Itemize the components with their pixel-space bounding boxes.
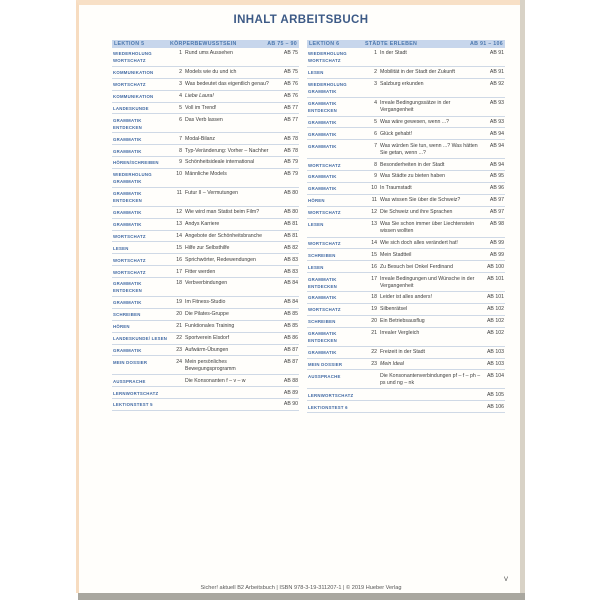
- row-number: 6: [179, 116, 182, 123]
- row-title: Aufwärm-Übungen: [185, 346, 229, 353]
- row-title: Mein Ideal: [380, 360, 404, 367]
- row-category: WORTSCHATZ: [308, 162, 341, 168]
- toc-row: [112, 356, 299, 375]
- row-number: 19: [176, 299, 182, 306]
- row-number: 7: [374, 142, 377, 149]
- row-category: LESEN: [113, 245, 129, 251]
- row-number: 18: [371, 294, 377, 301]
- row-page: AB 87: [283, 358, 298, 365]
- row-category: MEIN DOSSIER: [113, 359, 148, 365]
- row-number: 3: [179, 81, 182, 88]
- row-title: Wie wird man Statist beim Film?: [185, 209, 260, 216]
- row-category: GRAMMATIK ENTDECKEN: [113, 191, 142, 204]
- row-number: 11: [176, 190, 182, 197]
- row-number: 21: [371, 330, 377, 337]
- row-number: 10: [371, 185, 377, 192]
- row-title: In Traumstadt: [380, 185, 412, 192]
- toc-row: [112, 79, 299, 91]
- row-number: 5: [374, 118, 377, 125]
- row-title: In der Stadt: [380, 50, 407, 57]
- row-category: GRAMMATIK ENTDECKEN: [308, 331, 337, 344]
- row-category: WORTSCHATZ: [308, 307, 341, 313]
- toc-row: [307, 48, 505, 67]
- row-number: 22: [371, 349, 377, 355]
- row-number: 23: [371, 360, 377, 367]
- row-page: AB 84: [283, 280, 298, 287]
- row-title: Angebote der Schönheitsbranche: [185, 232, 263, 239]
- page-shadow-right: [520, 0, 525, 598]
- row-page: AB 106: [486, 403, 504, 410]
- row-page: AB 77: [283, 104, 298, 111]
- toc-row: [112, 297, 299, 309]
- row-category: LANDESKUNDE/ LESEN: [113, 336, 168, 341]
- row-number: 8: [179, 147, 182, 154]
- row-number: 16: [176, 256, 182, 263]
- toc-row: [112, 254, 299, 266]
- row-number: 9: [179, 159, 182, 166]
- row-number: 21: [176, 323, 182, 330]
- row-title: Was bedeutet das eigentlich genau?: [185, 81, 269, 88]
- row-category: LESEN: [308, 264, 324, 270]
- toc-row: [307, 261, 505, 273]
- toc-row: [112, 103, 299, 115]
- row-number: 23: [176, 346, 182, 353]
- row-page: AB 81: [283, 232, 298, 239]
- row-category: GRAMMATIK: [113, 210, 142, 216]
- row-category: GRAMMATIK: [113, 148, 142, 154]
- row-category: GRAMMATIK ENTDECKEN: [308, 100, 337, 113]
- row-number: 15: [371, 251, 377, 258]
- row-title: Freizeit in der Stadt: [380, 349, 425, 355]
- toc-row: [307, 117, 505, 129]
- row-number: 24: [176, 358, 182, 365]
- row-category: WIEDERHOLUNG GRAMMATIK: [113, 172, 152, 185]
- toc-row: [112, 321, 299, 333]
- row-category: GRAMMATIK: [113, 221, 142, 227]
- row-category: AUSSPRACHE: [308, 373, 341, 379]
- row-category: GRAMMATIK: [308, 143, 337, 149]
- row-category: GRAMMATIK: [308, 350, 337, 355]
- row-page: AB 103: [486, 349, 504, 355]
- row-number: 4: [179, 92, 182, 99]
- toc-row: [307, 98, 505, 117]
- row-title: Die Pilates-Gruppe: [185, 311, 229, 318]
- row-page: AB 75: [283, 69, 298, 76]
- row-title: Die Schweiz und ihre Sprachen: [380, 209, 453, 216]
- row-category: SCHREIBEN: [308, 319, 336, 325]
- row-category: LERNWORTSCHATZ: [308, 392, 354, 398]
- row-category: WORTSCHATZ: [113, 269, 146, 275]
- row-title: Liebe Laura!: [185, 92, 214, 99]
- toc-row: [112, 278, 299, 297]
- toc-row: [307, 195, 505, 207]
- row-title: Was würden Sie tun, wenn ...? Was hätten Sie getan, wenn ...?: [380, 142, 478, 156]
- row-page: AB 77: [283, 116, 298, 123]
- toc-row: [112, 375, 299, 387]
- row-number: [363, 392, 380, 399]
- row-title: Schönheitsideale international: [185, 159, 255, 166]
- row-category: WORTSCHATZ: [113, 82, 146, 88]
- toc-row: [112, 219, 299, 231]
- toc-row: [307, 304, 505, 316]
- toc-row: [112, 345, 299, 357]
- toc-row: [112, 266, 299, 278]
- toc-row: [112, 145, 299, 157]
- row-number: 12: [371, 209, 377, 216]
- row-title: Das Verb lassen: [185, 116, 223, 123]
- toc-row: [112, 207, 299, 219]
- row-number: 9: [374, 173, 377, 180]
- row-page: AB 78: [283, 147, 298, 154]
- row-title: Was wissen Sie über die Schweiz?: [380, 197, 461, 204]
- row-page: AB 105: [486, 391, 504, 398]
- toc-row: [307, 140, 505, 159]
- row-number: 12: [176, 209, 182, 216]
- row-page: AB 82: [283, 244, 298, 251]
- row-title: Mobilität in der Stadt der Zukunft: [380, 69, 455, 76]
- row-title: Die Konsonanten f – v – w: [185, 377, 246, 384]
- row-number: 8: [374, 161, 377, 168]
- toc-row: [112, 67, 299, 79]
- row-number: 20: [176, 311, 182, 318]
- lesson-6-column: [307, 40, 505, 413]
- document-page: [76, 0, 520, 593]
- toc-row: [112, 309, 299, 321]
- row-category: WIEDERHOLUNG WORTSCHATZ: [308, 51, 347, 64]
- row-category: GRAMMATIK ENTDECKEN: [308, 276, 337, 289]
- row-number: 1: [179, 50, 182, 57]
- row-page: AB 85: [283, 323, 298, 330]
- row-page: AB 94: [489, 130, 504, 137]
- toc-row: [307, 183, 505, 195]
- toc-row: [112, 387, 299, 399]
- row-page: AB 84: [283, 299, 298, 306]
- toc-row: [307, 238, 505, 250]
- row-category: LEKTIONSTEST 6: [308, 404, 348, 410]
- row-number: 10: [176, 171, 182, 178]
- row-category: WORTSCHATZ: [308, 240, 341, 246]
- toc-row: [112, 242, 299, 254]
- row-title: Hilfe zur Selbsthilfe: [185, 244, 230, 251]
- lesson-number: LEKTION 6: [309, 41, 340, 47]
- row-number: [168, 378, 185, 385]
- row-page: AB 96: [489, 185, 504, 192]
- row-page: AB 99: [489, 239, 504, 246]
- row-title: Im Fitness-Studio: [185, 299, 226, 306]
- lesson-rows: [307, 48, 505, 413]
- row-category: KOMMUNIKATION: [113, 93, 154, 99]
- row-title: Die Konsonantenverbindungen pf – f – ph – ps und ng – nk: [380, 372, 481, 386]
- row-title: Wie sich doch alles verändert hat!: [380, 239, 458, 246]
- toc-row: [112, 188, 299, 207]
- toc-row: [112, 48, 299, 67]
- row-category: GRAMMATIK: [113, 136, 142, 142]
- row-number: 14: [371, 239, 377, 246]
- toc-row: [112, 114, 299, 133]
- row-page: AB 83: [283, 256, 298, 263]
- row-page: AB 95: [489, 173, 504, 180]
- toc-row: [307, 128, 505, 140]
- row-title: Irreale Bedingungen und Wünsche in der Vergangenheit: [380, 275, 475, 289]
- row-page: AB 83: [283, 268, 298, 275]
- row-page: AB 75: [283, 50, 298, 57]
- row-page: AB 88: [283, 377, 298, 384]
- row-page: AB 76: [283, 92, 298, 99]
- toc-row: [307, 401, 505, 413]
- toc-row: [307, 328, 505, 347]
- row-title: Rund ums Aussehen: [185, 50, 233, 57]
- row-title: Irrealer Vergleich: [380, 330, 420, 337]
- row-title: Mein Stadtteil: [380, 251, 412, 258]
- row-title: Sportverein Elsdorf: [185, 335, 230, 341]
- toc-row: [112, 399, 299, 411]
- row-title: Voll im Trend!: [185, 104, 217, 111]
- row-page: AB 104: [486, 372, 504, 379]
- page-title: INHALT ARBEITSBUCH: [233, 14, 369, 26]
- toc-row: [307, 370, 505, 389]
- row-category: WORTSCHATZ: [113, 233, 146, 239]
- row-page: AB 79: [283, 171, 298, 178]
- row-page: AB 100: [486, 263, 504, 270]
- row-category: GRAMMATIK: [308, 131, 337, 137]
- row-page: AB 85: [283, 311, 298, 318]
- row-title: Zu Besuch bei Onkel Ferdinand: [380, 263, 453, 270]
- toc-row: [307, 273, 505, 292]
- row-category: GRAMMATIK: [308, 295, 337, 301]
- row-page: AB 94: [489, 142, 504, 149]
- row-page: AB 80: [283, 209, 298, 216]
- lesson-rows: [112, 48, 299, 411]
- row-page: AB 101: [486, 275, 504, 282]
- row-page: AB 93: [489, 99, 504, 106]
- row-page: AB 86: [283, 335, 298, 341]
- row-number: [168, 401, 185, 408]
- page-shadow-bottom: [78, 593, 525, 600]
- row-title: Männliche Models: [185, 171, 227, 178]
- row-number: 18: [176, 280, 182, 287]
- row-number: 1: [374, 50, 377, 57]
- row-page: AB 99: [489, 251, 504, 258]
- row-title: Besonderheiten in der Stadt: [380, 161, 445, 168]
- row-title: Fitter werden: [185, 268, 216, 275]
- toc-row: [307, 159, 505, 171]
- toc-row: [307, 219, 505, 238]
- row-number: 11: [371, 197, 377, 204]
- toc-row: [307, 292, 505, 304]
- row-number: [363, 404, 380, 411]
- row-number: 5: [179, 104, 182, 111]
- row-category: AUSSPRACHE: [113, 378, 146, 384]
- row-category: GRAMMATIK ENTDECKEN: [113, 117, 142, 130]
- lesson-pages: AB 91 – 106: [469, 41, 503, 47]
- row-category: HÖREN/SCHREIBEN: [113, 160, 159, 166]
- row-number: 13: [371, 220, 377, 227]
- row-category: WORTSCHATZ: [113, 257, 146, 263]
- row-title: Salzburg erkunden: [380, 81, 424, 88]
- row-number: 13: [176, 220, 182, 227]
- row-number: 22: [176, 335, 182, 341]
- page-number: V: [504, 577, 509, 583]
- row-page: AB 80: [283, 190, 298, 197]
- row-page: AB 103: [486, 360, 504, 367]
- toc-row: [112, 133, 299, 145]
- row-title: Ein Betriebsausflug: [380, 318, 425, 325]
- row-page: AB 87: [283, 346, 298, 353]
- toc-row: [307, 359, 505, 371]
- toc-row: [307, 79, 505, 98]
- row-category: LERNWORTSCHATZ: [113, 390, 159, 396]
- row-number: 14: [176, 232, 182, 239]
- row-category: HÖREN: [308, 198, 325, 204]
- row-category: GRAMMATIK ENTDECKEN: [113, 281, 142, 294]
- row-title: Irreale Bedingungssätze in der Vergangenheit: [380, 99, 451, 113]
- row-number: [168, 390, 185, 397]
- row-title: [185, 390, 278, 397]
- row-title: Modal-Bilanz: [185, 135, 215, 142]
- toc-row: [307, 249, 505, 261]
- toc-row: [307, 347, 505, 359]
- row-category: WIEDERHOLUNG GRAMMATIK: [308, 82, 347, 95]
- row-number: 20: [371, 318, 377, 325]
- row-title: Sprichwörter, Redewendungen: [185, 256, 256, 263]
- row-page: AB 102: [486, 306, 504, 313]
- row-category: GRAMMATIK: [113, 300, 142, 306]
- row-category: SCHREIBEN: [308, 252, 336, 258]
- row-category: LESEN: [308, 221, 324, 227]
- row-title: Futur II – Vermutungen: [185, 190, 239, 197]
- row-number: 19: [371, 306, 377, 313]
- row-page: AB 94: [489, 161, 504, 168]
- row-page: AB 102: [486, 330, 504, 337]
- toc-row: [307, 67, 505, 79]
- row-title: Models wie du und ich: [185, 69, 237, 76]
- row-title: [185, 401, 278, 408]
- row-title: Was Sie schon immer über Liechtenstein wissen wollten: [380, 220, 475, 234]
- row-title: Typ-Veränderung: Vorher – Nachher: [185, 147, 269, 154]
- row-category: WORTSCHATZ: [308, 210, 341, 216]
- row-page: AB 76: [283, 81, 298, 88]
- row-page: AB 78: [283, 135, 298, 142]
- row-title: Andys Karriere: [185, 220, 220, 227]
- row-page: AB 102: [486, 318, 504, 325]
- row-title: Mein persönliches Bewegungsprogramm: [185, 358, 236, 372]
- toc-row: [307, 389, 505, 401]
- lesson-theme: STÄDTE ERLEBEN: [365, 41, 418, 47]
- toc-row: [112, 333, 299, 345]
- row-page: AB 79: [283, 159, 298, 166]
- toc-row: [112, 157, 299, 169]
- row-page: AB 93: [489, 118, 504, 125]
- toc-row: [307, 207, 505, 219]
- row-category: LEKTIONSTEST 5: [113, 402, 153, 408]
- row-title: Was Städte zu bieten haben: [380, 173, 445, 180]
- row-title: Leider ist alles anders!: [380, 294, 432, 301]
- row-page: AB 101: [486, 294, 504, 301]
- row-number: 17: [371, 275, 377, 282]
- row-page: AB 90: [283, 401, 298, 408]
- row-category: GRAMMATIK: [113, 347, 142, 353]
- lesson-theme: KÖRPERBEWUSSTSEIN: [170, 41, 237, 47]
- row-title: Silbenrätsel: [380, 306, 408, 313]
- row-number: 17: [176, 268, 182, 275]
- row-number: 16: [371, 263, 377, 270]
- row-page: AB 92: [489, 81, 504, 88]
- toc-row: [112, 169, 299, 188]
- row-number: 2: [179, 69, 182, 76]
- row-title: Funktionales Training: [185, 323, 235, 330]
- row-number: [363, 373, 380, 387]
- page-footer: Sicher! aktuell B2 Arbeitsbuch | ISBN 978-3-19-311207-1 | © 2019 Hueber Verlag: [200, 585, 402, 591]
- row-category: MEIN DOSSIER: [308, 361, 343, 367]
- row-number: 4: [374, 99, 377, 106]
- row-page: AB 91: [489, 50, 504, 57]
- row-page: AB 81: [283, 220, 298, 227]
- row-category: KOMMUNIKATION: [113, 70, 154, 76]
- row-title: [380, 392, 484, 399]
- row-title: Glück gehabt!: [380, 130, 413, 137]
- toc-row: [307, 316, 505, 328]
- row-category: SCHREIBEN: [113, 312, 141, 318]
- row-number: 7: [179, 135, 182, 142]
- row-page: AB 89: [283, 389, 298, 396]
- row-category: LESEN: [308, 70, 324, 76]
- toc-row: [112, 91, 299, 103]
- row-category: LANDESKUNDE: [113, 105, 149, 111]
- row-title: Verbverbindungen: [185, 280, 228, 287]
- lesson-5-column: [112, 40, 299, 411]
- lesson-number: LEKTION 5: [114, 41, 145, 47]
- row-page: AB 98: [489, 220, 504, 227]
- toc-row: [307, 171, 505, 183]
- row-category: WIEDERHOLUNG WORTSCHATZ: [113, 51, 152, 64]
- toc-row: [112, 231, 299, 243]
- row-number: 2: [374, 69, 377, 76]
- row-number: 15: [176, 244, 182, 251]
- row-category: GRAMMATIK: [308, 119, 337, 125]
- row-number: 6: [374, 130, 377, 137]
- row-category: HÖREN: [113, 324, 130, 330]
- row-title: Was wäre gewesen, wenn ...?: [380, 118, 450, 125]
- row-title: [380, 404, 484, 411]
- lesson-pages: AB 75 – 90: [267, 41, 297, 47]
- row-category: GRAMMATIK: [308, 174, 337, 180]
- row-page: AB 97: [489, 197, 504, 204]
- lesson-header: [112, 40, 299, 48]
- lesson-header: [307, 40, 505, 48]
- row-category: GRAMMATIK: [308, 186, 337, 192]
- row-number: 3: [374, 81, 377, 88]
- row-page: AB 97: [489, 209, 504, 216]
- row-page: AB 91: [489, 69, 504, 76]
